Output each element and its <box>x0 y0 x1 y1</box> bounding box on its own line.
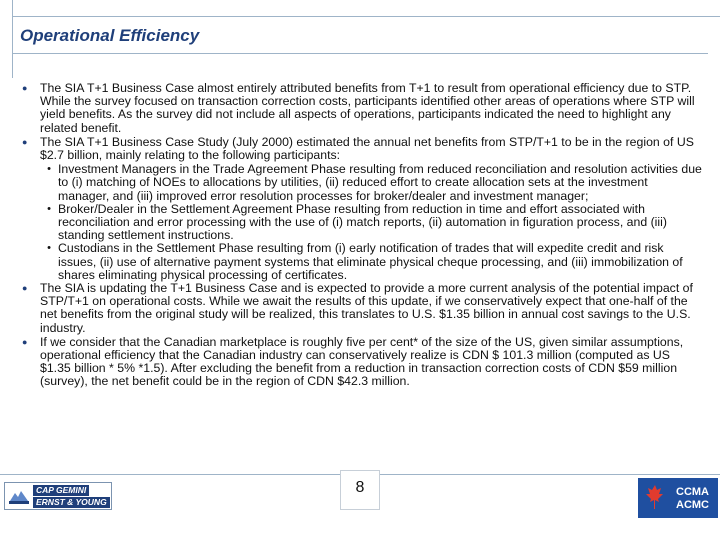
bullet-icon: ● <box>22 136 28 147</box>
page-number: 8 <box>340 470 380 510</box>
bullet-text: The SIA is updating the T+1 Business Case and is expected to provide a more current analysis of the potential impact of STP/T+1 on operational costs. While we await the results of this update, if we conservatively expect that one-half of the net benefits from the original study will be realized, this translates to U.S. $1.35 billion in annual cost savings to the U.S. industry. <box>40 281 693 335</box>
bullet-item <box>22 136 702 162</box>
cap-gemini-ernst-young-logo <box>4 482 112 510</box>
sub-bullet-icon: • <box>47 202 51 215</box>
bullet-item <box>22 282 702 335</box>
bullet-icon: ● <box>22 283 28 294</box>
sub-bullet-icon: • <box>47 242 51 255</box>
bullet-item <box>22 336 702 389</box>
sub-bullet-text: Custodians in the Settlement Phase resulting from (i) early notification of trades that will expedite credit and risk issues, (ii) use of alternative payment systems that eliminate physical cheque processing, and (iii) immobilization of shares eliminating physical processing of certificates. <box>58 241 683 282</box>
page-title: Operational Efficiency <box>20 26 200 45</box>
bullet-item <box>22 82 702 135</box>
logo-text-top: CAP GEMINI <box>33 485 89 496</box>
maple-leaf-icon <box>646 484 664 510</box>
sub-bullet-text: Investment Managers in the Trade Agreement Phase resulting from reduced reconciliation and resolution activities due to (i) matching of NOEs to allocations by utilities, (ii) reduced effort to create allocation sets at the investment manager, and (iii) improved error resolution processes for broker/dealer and investment manager; <box>58 162 702 203</box>
top-left-rule <box>12 0 13 78</box>
sub-bullet-text: Broker/Dealer in the Settlement Agreement Phase resulting from reduction in time and effort associated with reconciliation and error processing with the use of (i) match reports, (ii) automation in figuration process, and (iii) standing settlement instructions. <box>58 201 667 243</box>
logo-text-bottom: ERNST & YOUNG <box>33 497 110 508</box>
title-divider <box>12 53 708 54</box>
bullet-icon: ● <box>22 336 28 347</box>
bullet-text: The SIA T+1 Business Case almost entirely attributed benefits from T+1 to result from operational efficiency due to STP. While the survey focused on transaction correction costs, participants identified other areas of operations where STP will yield benefits. As the survey did not include all aspects of operations, participants indicated the need to highlight any related benefit. <box>40 81 695 135</box>
ccma-text: CCMA <box>676 486 709 498</box>
sub-bullet-item <box>40 203 702 243</box>
slide-content <box>22 82 702 390</box>
bullet-text: If we consider that the Canadian marketplace is roughly five per cent* of the size of the US, given similar assumptions, operational efficiency that the Canadian industry can conservatively realize is CDN $ 101.3 million (computed as US $1.35 billion * 5% *1.5). After excluding the benefit from a reduction in transaction correction costs of CDN $59 million (survey), the net benefit could be in the region of CDN $42.3 million. <box>40 334 684 389</box>
sub-bullet-item <box>40 242 702 282</box>
sub-bullet-icon: • <box>47 163 51 176</box>
cap-gemini-symbol-icon <box>9 487 29 505</box>
bullet-icon: ● <box>22 83 28 93</box>
ccma-logo <box>638 478 718 518</box>
top-rule <box>12 16 720 17</box>
sub-bullet-item <box>40 163 702 203</box>
acmc-text: ACMC <box>676 499 709 511</box>
bullet-text: The SIA T+1 Business Case Study (July 2000) estimated the annual net benefits from STP/T+1 to be in the region of US $2.7 billion, mainly relating to the following participants: <box>40 134 694 163</box>
